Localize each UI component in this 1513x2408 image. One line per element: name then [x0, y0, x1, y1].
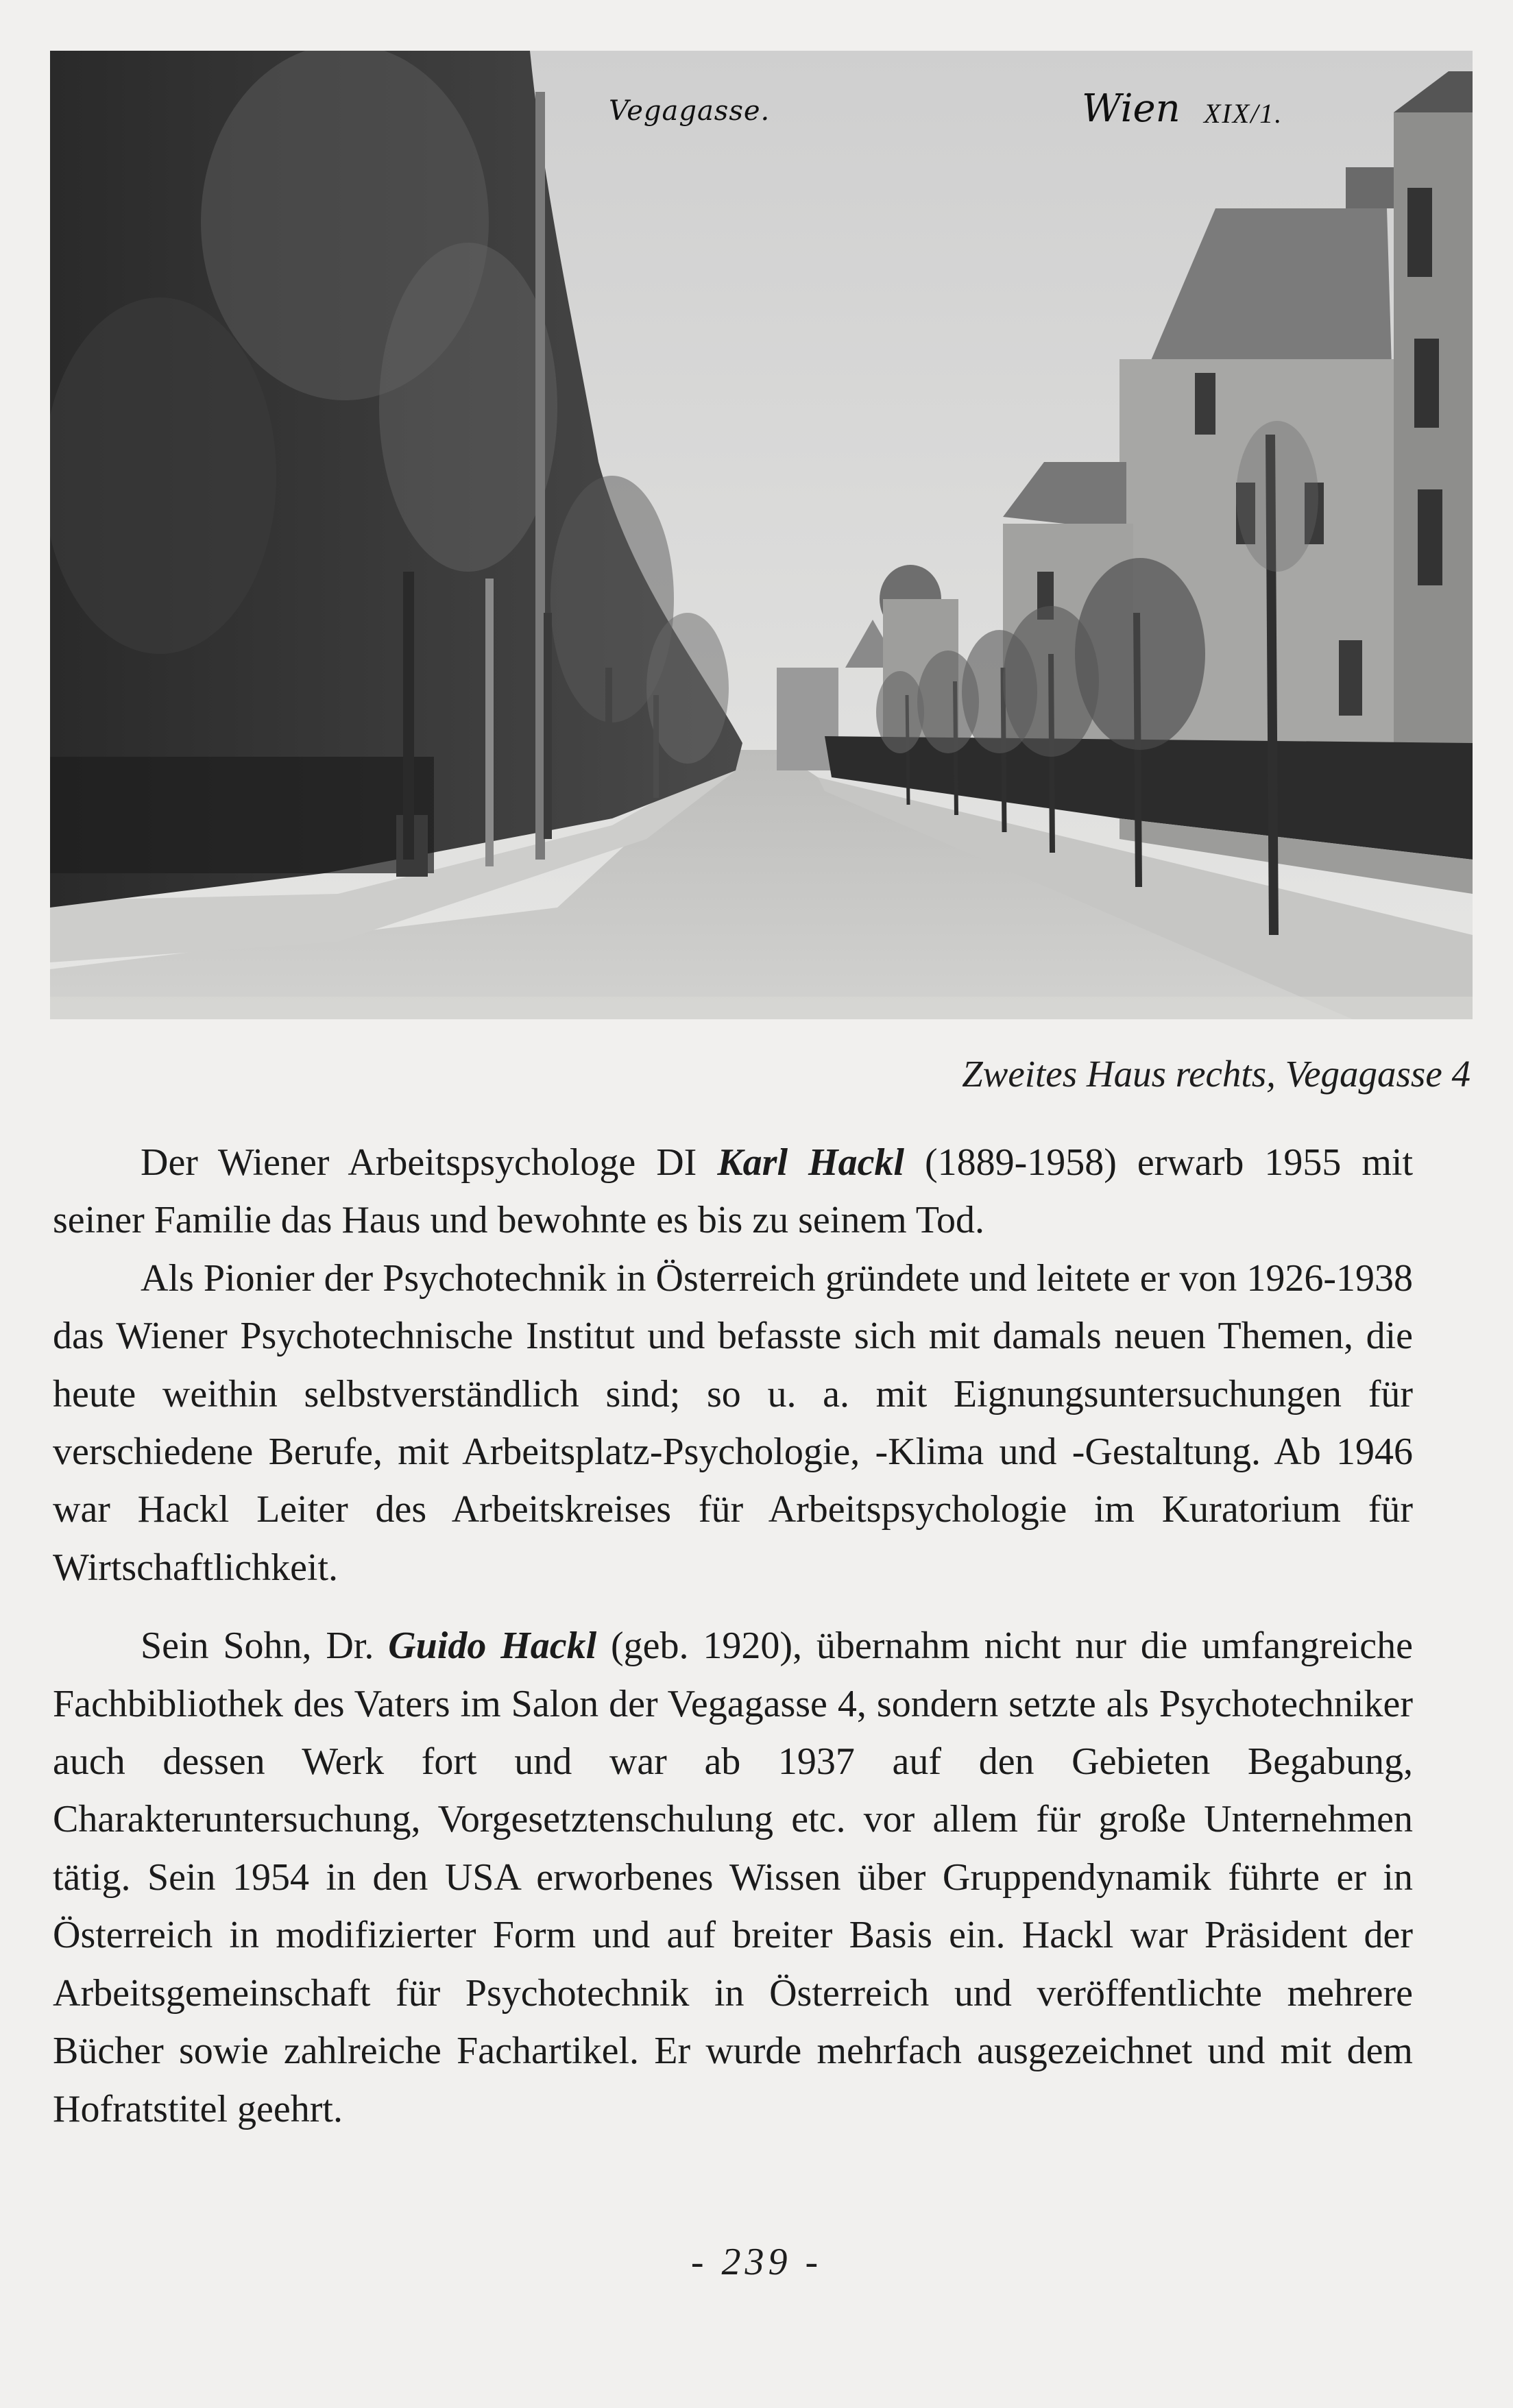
person-name-karl-hackl: Karl Hackl	[717, 1141, 904, 1184]
paragraph-3-lead: Sein Sohn, Dr.	[141, 1625, 389, 1668]
paragraph-karl-hackl	[53, 1134, 1413, 1250]
paragraph-1-lead: Der Wiener Arbeitspsychologe DI	[141, 1141, 718, 1184]
paragraph-3-rest: (geb. 1920), übernahm nicht nur die umfangreiche Fachbibliothek des Vaters im Salon der Vegagasse 4, sondern setzte als Psychotechniker auch dessen Werk fort und war ab 1937 auf den Gebieten Begabung, Charakteruntersuchung, Vorgesetztenschulung etc. vor allem für große Unternehmen tätig. Sein 1954 in den USA erworbenes Wissen über Gruppendynamik führte er in Österreich in modifizierter Form und auf breiter Basis ein. Hackl war Präsident der Arbeitsgemeinschaft für Psychotechnik in Österreich und veröffentlichte mehrere Bücher sowie zahlreiche Fachartikel. Er wurde mehrfach ausgezeichnet und mit dem Hofratstitel geehrt.	[53, 1625, 1413, 2130]
photo-caption: Zweites Haus rechts, Vegagasse 4	[962, 1053, 1470, 1095]
street-photograph	[50, 51, 1473, 1019]
paragraph-psychotechnik-pionier: Als Pionier der Psychotechnik in Österreich gründete und leitete er von 1926-1938 das Wiener Psychotechnische Institut und befasste sich mit damals neuen Themen, die heute weithin selbstverständlich sind; so u. a. mit Eignungsuntersuchungen für verschiedene Berufe, mit Arbeitsplatz-Psychologie, -Klima und -Gestaltung. Ab 1946 war Hackl Leiter des Arbeitskreises für Arbeitspsychologie im Kuratorium für Wirtschaftlichkeit.	[53, 1256, 1413, 1589]
person-name-guido-hackl: Guido Hackl	[388, 1625, 597, 1668]
article-body	[53, 1134, 1413, 2138]
photo-district-label: XIX/1.	[1204, 98, 1283, 129]
street-scene-image	[50, 51, 1473, 1019]
paragraph-guido-hackl	[53, 1617, 1413, 2138]
photo-city-label: Wien	[1082, 86, 1181, 131]
page-number: - 239 -	[690, 2241, 823, 2283]
photo-street-label: Vegagasse.	[609, 95, 771, 127]
paragraph-1-rest: (1889-1958) erwarb 1955 mit seiner Familie das Haus und bewohnte es bis zu seinem Tod.	[53, 1141, 1414, 1242]
